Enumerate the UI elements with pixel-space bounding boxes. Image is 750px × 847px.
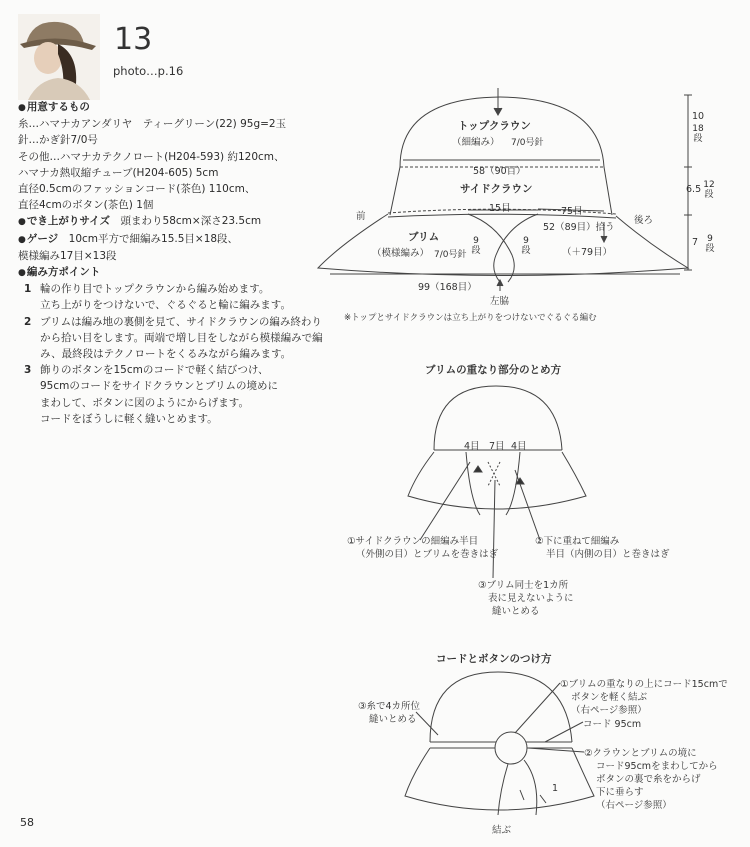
gauge-text: 10cm平方で細編み15.5目×18段、 [68,232,239,245]
front-label: 前 [356,211,366,222]
d2-triangle-marker [474,466,482,472]
cord-note2-line2: コード95cmをまわしてから [596,761,718,772]
dim-bot-value: 7 [692,237,699,248]
top-crown-stitch: （細編み） [452,137,500,148]
stitch-4-right: 4目 [511,441,527,452]
brim-stitch: （模様編み） [372,248,430,259]
step-line: み、最終段はテクノロートをくるみながら編みます。 [40,348,292,361]
d3-overlap-a [498,764,508,815]
d3-cord-dangle [520,790,546,803]
photo-reference: photo…p.16 [113,64,184,78]
d3-leader-cord [545,722,583,742]
pattern-number: 13 [114,22,153,57]
back-label: 後ろ [634,215,654,226]
note3-line3: 縫いとめる [492,606,540,617]
materials-heading: ● 用意するもの [18,99,336,116]
points-heading: ● 編み方ポイント [18,264,336,281]
materials-line: 針…かぎ針7/0号 [18,134,98,147]
note2-line1: ②下に重ねて細編み [535,536,620,547]
materials-line: 直径4cmのボタン(茶色) 1個 [18,199,154,212]
d2-overlap-a [466,452,480,515]
dim-top-value: 10 [692,111,705,122]
cord-note3-line1: ③糸で4カ所位 [358,701,421,712]
d3-crown-outline [430,672,572,742]
dim-bot-rows: 9段 [705,234,715,254]
note1-line1: ①サイドクラウンの細編み半目 [347,536,479,547]
materials-line: 糸…ハマナカアンダリヤ ティーグリーン(22) 95g=2玉 [18,118,287,131]
dim-mid-value: 6.5 [686,184,702,195]
brim-rows-right: 9段 [521,236,531,256]
cord-note2-line1: ②クラウンとブリムの境に [584,748,697,759]
stitch-7: 7目 [489,441,505,452]
center-arrow-head [494,108,502,115]
left-side-label: 左脇 [490,296,510,307]
plus-79-label: （＋79目） [562,247,613,258]
d3-overlap-b [524,760,537,815]
cord-95-label: コード 95cm [583,719,642,730]
cord-note2-line5: （右ページ参照） [596,800,672,811]
dim-mid-rows: 12段 [703,180,715,200]
cord-mark-1: 1 [552,783,559,794]
side-crown-left [390,167,400,215]
d3-button [495,732,527,764]
brim-label: ブリム [408,231,440,243]
size-text: 頭まわり58cm×深さ23.5cm [120,215,262,228]
left-side-arrowhead [497,280,503,286]
size-heading: ● でき上がりサイズ [18,215,110,227]
step-number: 3 [24,364,32,377]
diagram3-title: コードとボタンのつけ方 [436,653,552,665]
brim-rows-left: 9段 [471,236,481,256]
step-line: から拾い目をします。両端で増し目をしながら模様編みで編 [40,331,323,344]
dim-15-label: 15目 [489,203,511,214]
d3-leader-2 [528,748,584,752]
dim-75-label: 75目 [561,206,583,217]
width-58-label: 58（90目） [473,166,526,177]
cord-note3-line2: 縫いとめる [369,714,417,725]
materials-line: ハマナカ熱収縮チューブ(H204-605) 5cm [18,166,219,179]
gauge-line: 模様編み17目×13段 [18,249,117,262]
top-crown-label: トップクラウン [458,120,531,132]
page-number: 58 [20,816,34,829]
materials-line: 直径0.5cmのファッションコード(茶色) 110cm、 [18,183,256,196]
step-line: コードをぼうしに軽く縫いとめます。 [40,412,218,425]
note2-line2: 半目（内側の目）と巻きはぎ [546,549,670,560]
step-number: 1 [24,283,32,296]
pickup-label: 52（89目）拾う [543,222,615,233]
cord-note2-line3: ボタンの裏で糸をからげ [596,774,701,785]
cord-note2-line4: 下に垂らす [596,787,644,798]
side-crown-label: サイドクラウン [460,183,533,195]
step-line: まわして、ボタンに図のようにからげます。 [40,396,249,409]
cord-note1-line1: ①ブリムの重なりの上にコード15cmで [560,679,728,690]
bottom-99-label: 99（168目） [418,282,477,293]
step-line: 95cmのコードをサイドクラウンとブリムの境めに [40,380,278,393]
step-line: 飾りのボタンを15cmのコードで軽く結びつけ、 [40,364,269,377]
cord-note1-line2: ボタンを軽く結ぶ [571,692,648,703]
side-crown-right [604,167,612,215]
step-number: 2 [24,315,32,328]
diagram2-title: ブリムの重なり部分のとめ方 [425,364,562,376]
d2-leader-3 [493,480,495,578]
top-crown-hook: 7/0号針 [511,138,544,148]
note3-line2: 表に見えないように [488,593,574,604]
pickup-arrowhead [601,236,607,242]
brim-hook: 7/0号針 [434,250,467,260]
diagram1-note: ※トップとサイドクラウンは立ち上がりをつけないでぐるぐる編む [344,313,597,323]
tie-label: 結ぶ [492,825,512,836]
d3-leader-3 [416,712,438,735]
step-line: 立ち上がりをつけないで、ぐるぐると輪に編みます。 [40,299,291,312]
gauge-heading: ● ゲージ [18,233,58,245]
d3-leader-1 [515,683,560,733]
step-line: 輪の作り目でトップクラウンから編み始めます。 [40,283,270,296]
cord-note1-line3: （右ページ参照） [571,705,647,716]
note3-line1: ③ブリム同士を1カ所 [478,580,569,591]
materials-line: その他…ハマナカテクノロート(H204-593) 約120cm、 [18,150,285,163]
dim-top-rows: 18段 [692,124,704,144]
step-line: ブリムは編み地の裏側を見て、サイドクラウンの編み終わり [40,315,322,328]
note1-line2: （外側の目）とブリムを巻きはぎ [356,549,499,560]
stitch-4-left: 4目 [464,441,480,452]
